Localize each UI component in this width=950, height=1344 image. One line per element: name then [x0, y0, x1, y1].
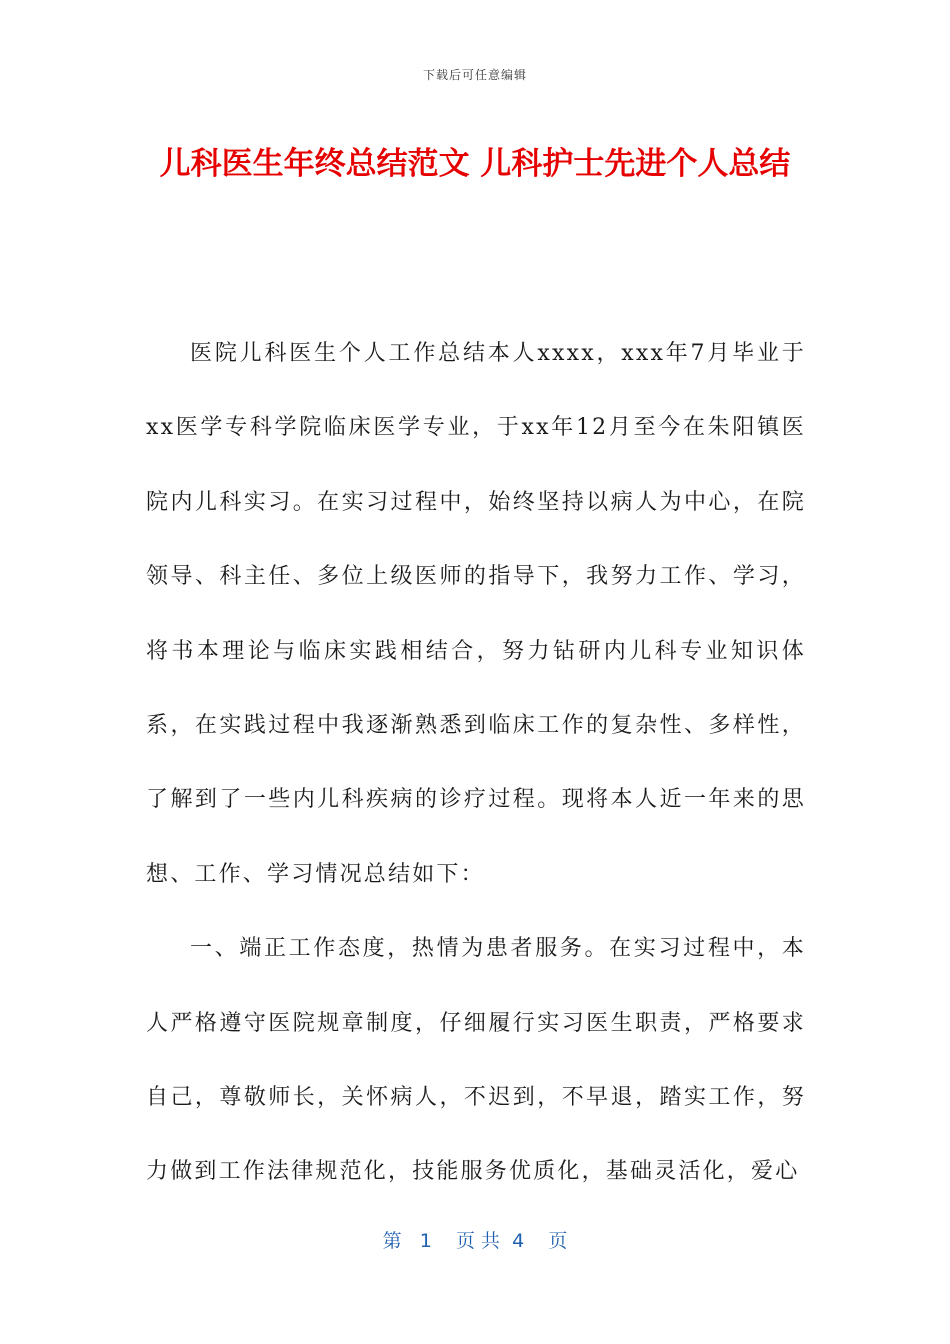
document-body	[146, 317, 806, 1210]
paragraph-intro: 医院儿科医生个人工作总结本人xxxx，xxx年7月毕业于xx医学专科学院临床医学专业，于xx年12月至今在朱阳镇医院内儿科实习。在实习过程中，始终坚持以病人为中心，在院领导、科主任、多位上级医师的指导下，我努力工作、学习，将书本理论与临床实践相结合，努力钻研内儿科专业知识体系，在实践过程中我逐渐熟悉到临床工作的复杂性、多样性，了解到了一些内儿科疾病的诊疗过程。现将本人近一年来的思想、工作、学习情况总结如下：	[146, 341, 806, 887]
document-title: 儿科医生年终总结范文 儿科护士先进个人总结	[159, 146, 791, 182]
page-number-footer: 第 1 页 共 4 页	[382, 1230, 568, 1252]
header-note: 下载后可任意编辑	[422, 68, 527, 82]
paragraph-section-one: 一、端正工作态度，热情为患者服务。在实习过程中，本人严格遵守医院规章制度，仔细履行实习医生职责，严格要求自己，尊敬师长，关怀病人，不迟到，不早退，踏实工作，努力做到工作法律规范化，技能服务优质化，基础灵活化，爱心	[146, 936, 806, 1185]
